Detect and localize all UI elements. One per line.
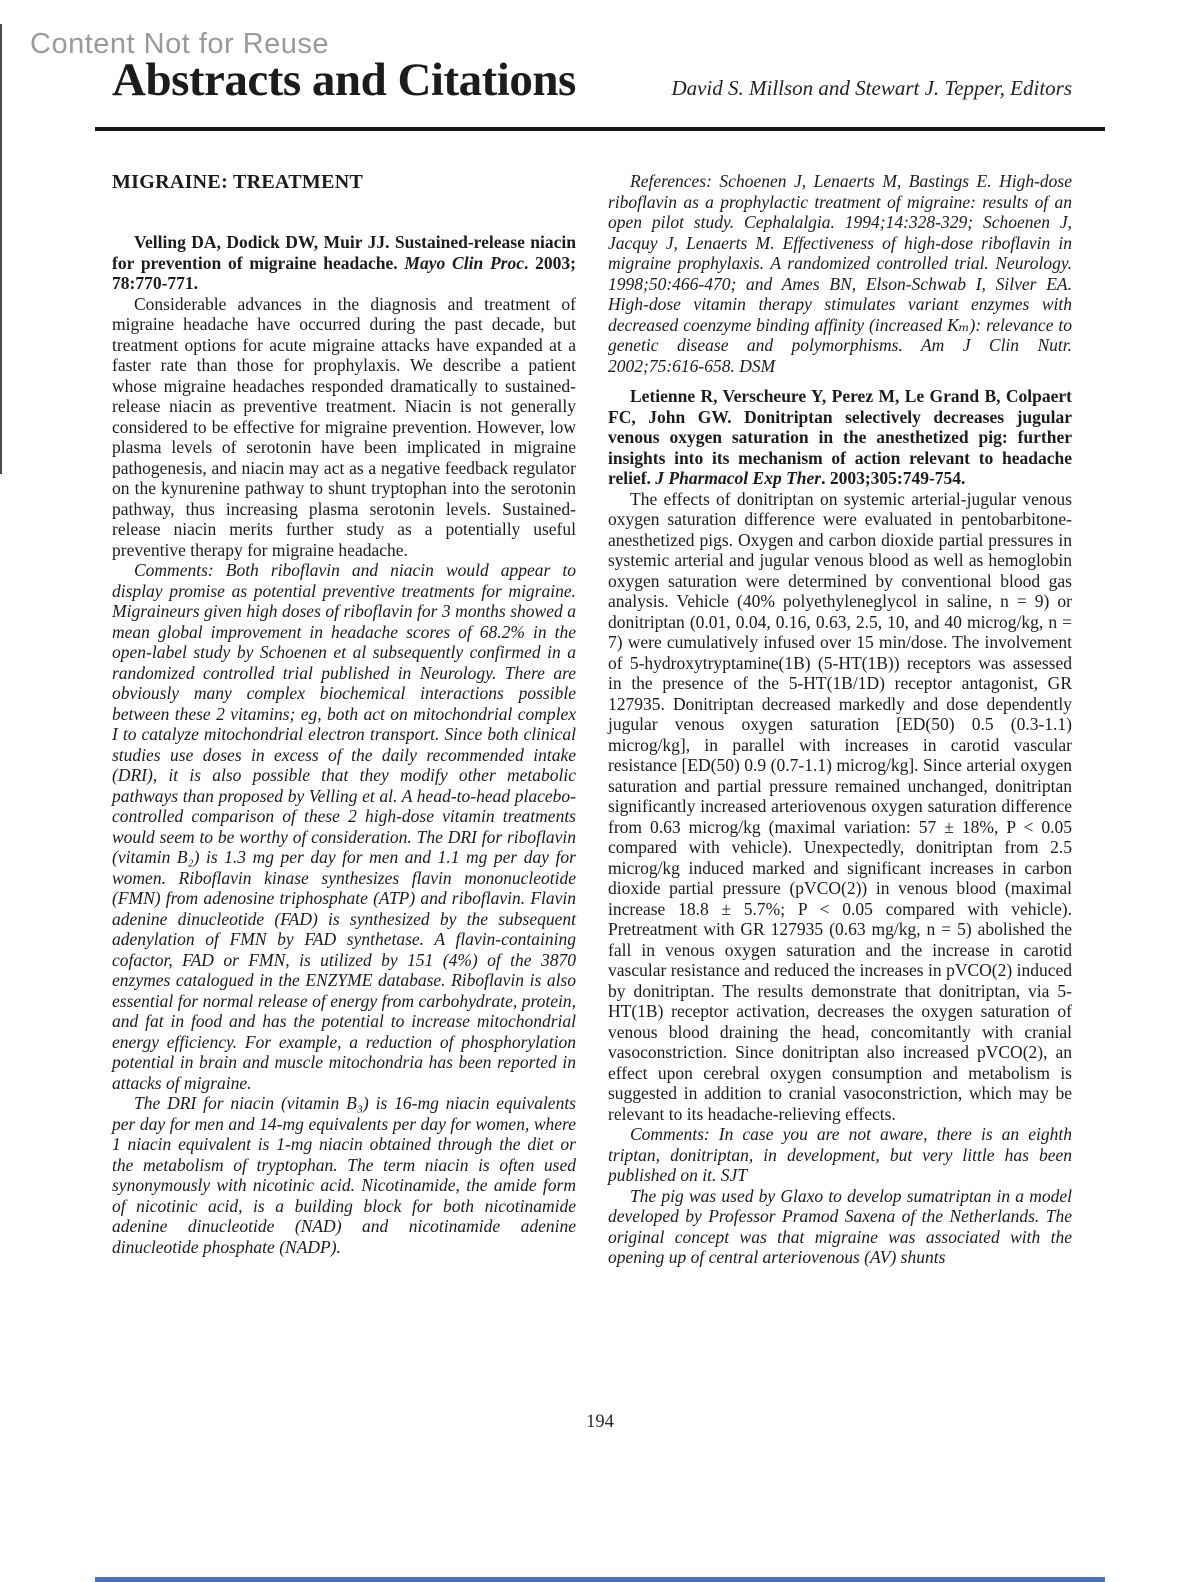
header-rule (95, 127, 1105, 131)
watermark: Content Not for Reuse (30, 28, 330, 60)
journal-name: Mayo Clin Proc (404, 252, 524, 273)
right-column (608, 171, 1072, 1268)
abstract-paragraph: Considerable advances in the diagnosis and treatment of migraine headache have occurred during the past decade, but treatment options for acute migraine attacks have expanded at a faster rate than those for prophylaxis. We describe a patient whose migraine headaches responded dramatically to sustained-release niacin as preventive treatment. Niacin is not generally considered to be effective for migraine prevention. However, low plasma levels of serotonin have been implicated in migraine pathogenesis, and niacin may act as a negative feedback regulator on the kynurenine pathway to shunt tryptophan into the serotonin pathway, thus increasing plasma serotonin levels. Sustained-release niacin merits further study as a potentially useful preventive therapy for migraine headache. (112, 293, 576, 560)
comments-paragraph: Comments: Both riboflavin and niacin would appear to display promise as potential preventive treatments for migraine. Migraineurs given high doses of riboflavin for 3 months showed a mean global improvement in headache scores of 68.2% in the open-label study by Schoenen et al subsequently confirmed in a randomized controlled trial published in Neurology. There are obviously many complex biochemical interactions possible between these 2 vitamins; eg, both act on mitochondrial complex I to catalyze mitochondrial electron transport. Since both clinical studies use doses in excess of the daily recommended intake (DRI), it is also possible that they modify other metabolic pathways than proposed by Velling et al. A head-to-head placebo-controlled comparison of these 2 high-dose vitamin treatments would seem to be worthy of consideration. The DRI for riboflavin (vitamin B₂) is 1.3 mg per day for men and 1.1 mg per day for women. Riboflavin kinase synthesizes flavin mononucleotide (FMN) from adenosine triphosphate (ATP) and riboflavin. Flavin adenine dinucleotide (FAD) is synthesized by the subsequent adenylation of FMN by FAD synthetase. A flavin-containing cofactor, FAD or FMN, is utilized by 151 (4%) of the 3870 enzymes catalogued in the ENZYME database. Riboflavin is also essential for normal release of energy from carbohydrate, protein, and fat in food and has the potential to increase mitochondrial energy efficiency. For example, a reduction of phosphorylation potential in brain and muscle mitochondria has been reported in attacks of migraine. (112, 560, 576, 1093)
comments-paragraph: The DRI for niacin (vitamin B₃) is 16-mg niacin equivalents per day for men and 14-mg equivalents per day for women, where 1 niacin equivalent is 1-mg niacin obtained through the diet or the metabolism of tryptophan. The term niacin is often used synonymously with nicotinic acid. Nicotinamide, the amide form of nicotinic acid, is a building block for both nicotinamide adenine dinucleotide (NAD) and nicotinamide adenine dinucleotide phosphate (NADP). (112, 1093, 576, 1257)
references-paragraph: References: Schoenen J, Lenaerts M, Bastings E. High-dose riboflavin as a prophylactic treatment of migraine: results of an open pilot study. Cephalalgia. 1994;14:328-329; Schoenen J, Jacquy J, Lenaerts M. Effectiveness of high-dose riboflavin in migraine prophylaxis. A randomized controlled trial. Neurology. 1998;50:466-470; and Ames BN, Elson-Schwab I, Silver EA. High-dose vitamin therapy stimulates variant enzymes with decreased coenzyme binding affinity (increased Kₘ): relevance to genetic disease and polymorphisms. Am J Clin Nutr. 2002;75:616-658. DSM (608, 171, 1072, 376)
comments-paragraph: The pig was used by Glaxo to develop sumatriptan in a model developed by Professor Pramod Saxena of the Netherlands. The original concept was that migraine was associated with the opening up of central arteriovenous (AV) shunts (608, 1185, 1072, 1267)
citation-letienne (608, 386, 1072, 489)
page-number: 194 (586, 1412, 614, 1432)
citation-text: . 2003; 78:770-771. (112, 252, 576, 293)
bottom-rule (95, 1577, 1105, 1582)
citation-text: . 2003;305:749-754. (821, 468, 966, 488)
comments-paragraph: Comments: In case you are not aware, there is an eighth triptan, donitriptan, in development, but very little has been published on it. SJT (608, 1124, 1072, 1185)
citation-text: Velling DA, Dodick DW, Muir JJ. Sustained-release niacin for prevention of migraine headache. (112, 232, 576, 273)
journal-name: J Pharmacol Exp Ther (655, 468, 822, 488)
section-heading: MIGRAINE: TREATMENT (112, 171, 364, 193)
citation-velling (112, 232, 576, 294)
scan-edge-artifact-line (0, 24, 2, 474)
editors-byline: David S. Millson and Stewart J. Tepper, Editors (671, 76, 1072, 100)
left-column (112, 171, 576, 1268)
citation-text: Letienne R, Verscheure Y, Perez M, Le Grand B, Colpaert FC, John GW. Donitriptan selectively decreases jugular venous oxygen saturation in the anesthetized pig: further insights into its mechanism of action relevant to headache relief. (608, 386, 1072, 488)
two-column-body (112, 171, 1072, 1268)
abstract-paragraph: The effects of donitriptan on systemic arterial-jugular venous oxygen saturation difference were evaluated in pentobarbitone-anesthetized pigs. Oxygen and carbon dioxide partial pressures in systemic arterial and jugular venous blood as well as hemoglobin oxygen saturation were determined by conventional blood gas analysis. Vehicle (40% polyethyleneglycol in saline, n = 9) or donitriptan (0.01, 0.04, 0.16, 0.63, 2.5, 10, and 40 microg/kg, n = 7) were cumulatively infused over 15 min/dose. The involvement of 5-hydroxytryptamine(1B) (5-HT(1B)) receptors was assessed in the presence of the 5-HT(1B/1D) receptor antagonist, GR 127935. Donitriptan decreased markedly and dose dependently jugular venous oxygen saturation [ED(50) 0.5 (0.3-1.1) microg/kg], in parallel with increases in carotid vascular resistance [ED(50) 0.9 (0.7-1.1) microg/kg]. Since arterial oxygen saturation and partial pressure remained unchanged, donitriptan significantly increased arteriovenous oxygen saturation difference from 0.63 microg/kg (maximal variation: 57 ± 18%, P < 0.05 compared with vehicle). Unexpectedly, donitriptan from 2.5 microg/kg induced marked and significant increases in carbon dioxide partial pressure (pVCO(2)) in venous blood (maximal increase 18.8 ± 5.7%; P < 0.05 compared with vehicle). Pretreatment with GR 127935 (0.63 mg/kg, n = 5) abolished the fall in venous oxygen saturation and the increase in carotid vascular resistance and reduced the increases in pVCO(2) induced by donitriptan. The results demonstrate that donitriptan, via 5-HT(1B) receptor activation, decreases the oxygen saturation of venous blood draining the head, concomitantly with cranial vasoconstriction. Since donitriptan also increased pVCO(2), an effect upon cerebral oxygen consumption and metabolism is suggested in addition to cranial vasoconstriction, which may be relevant to its headache-relieving effects. (608, 488, 1072, 1124)
page-header (112, 56, 1072, 105)
page-title: Abstracts and Citations (112, 54, 576, 106)
